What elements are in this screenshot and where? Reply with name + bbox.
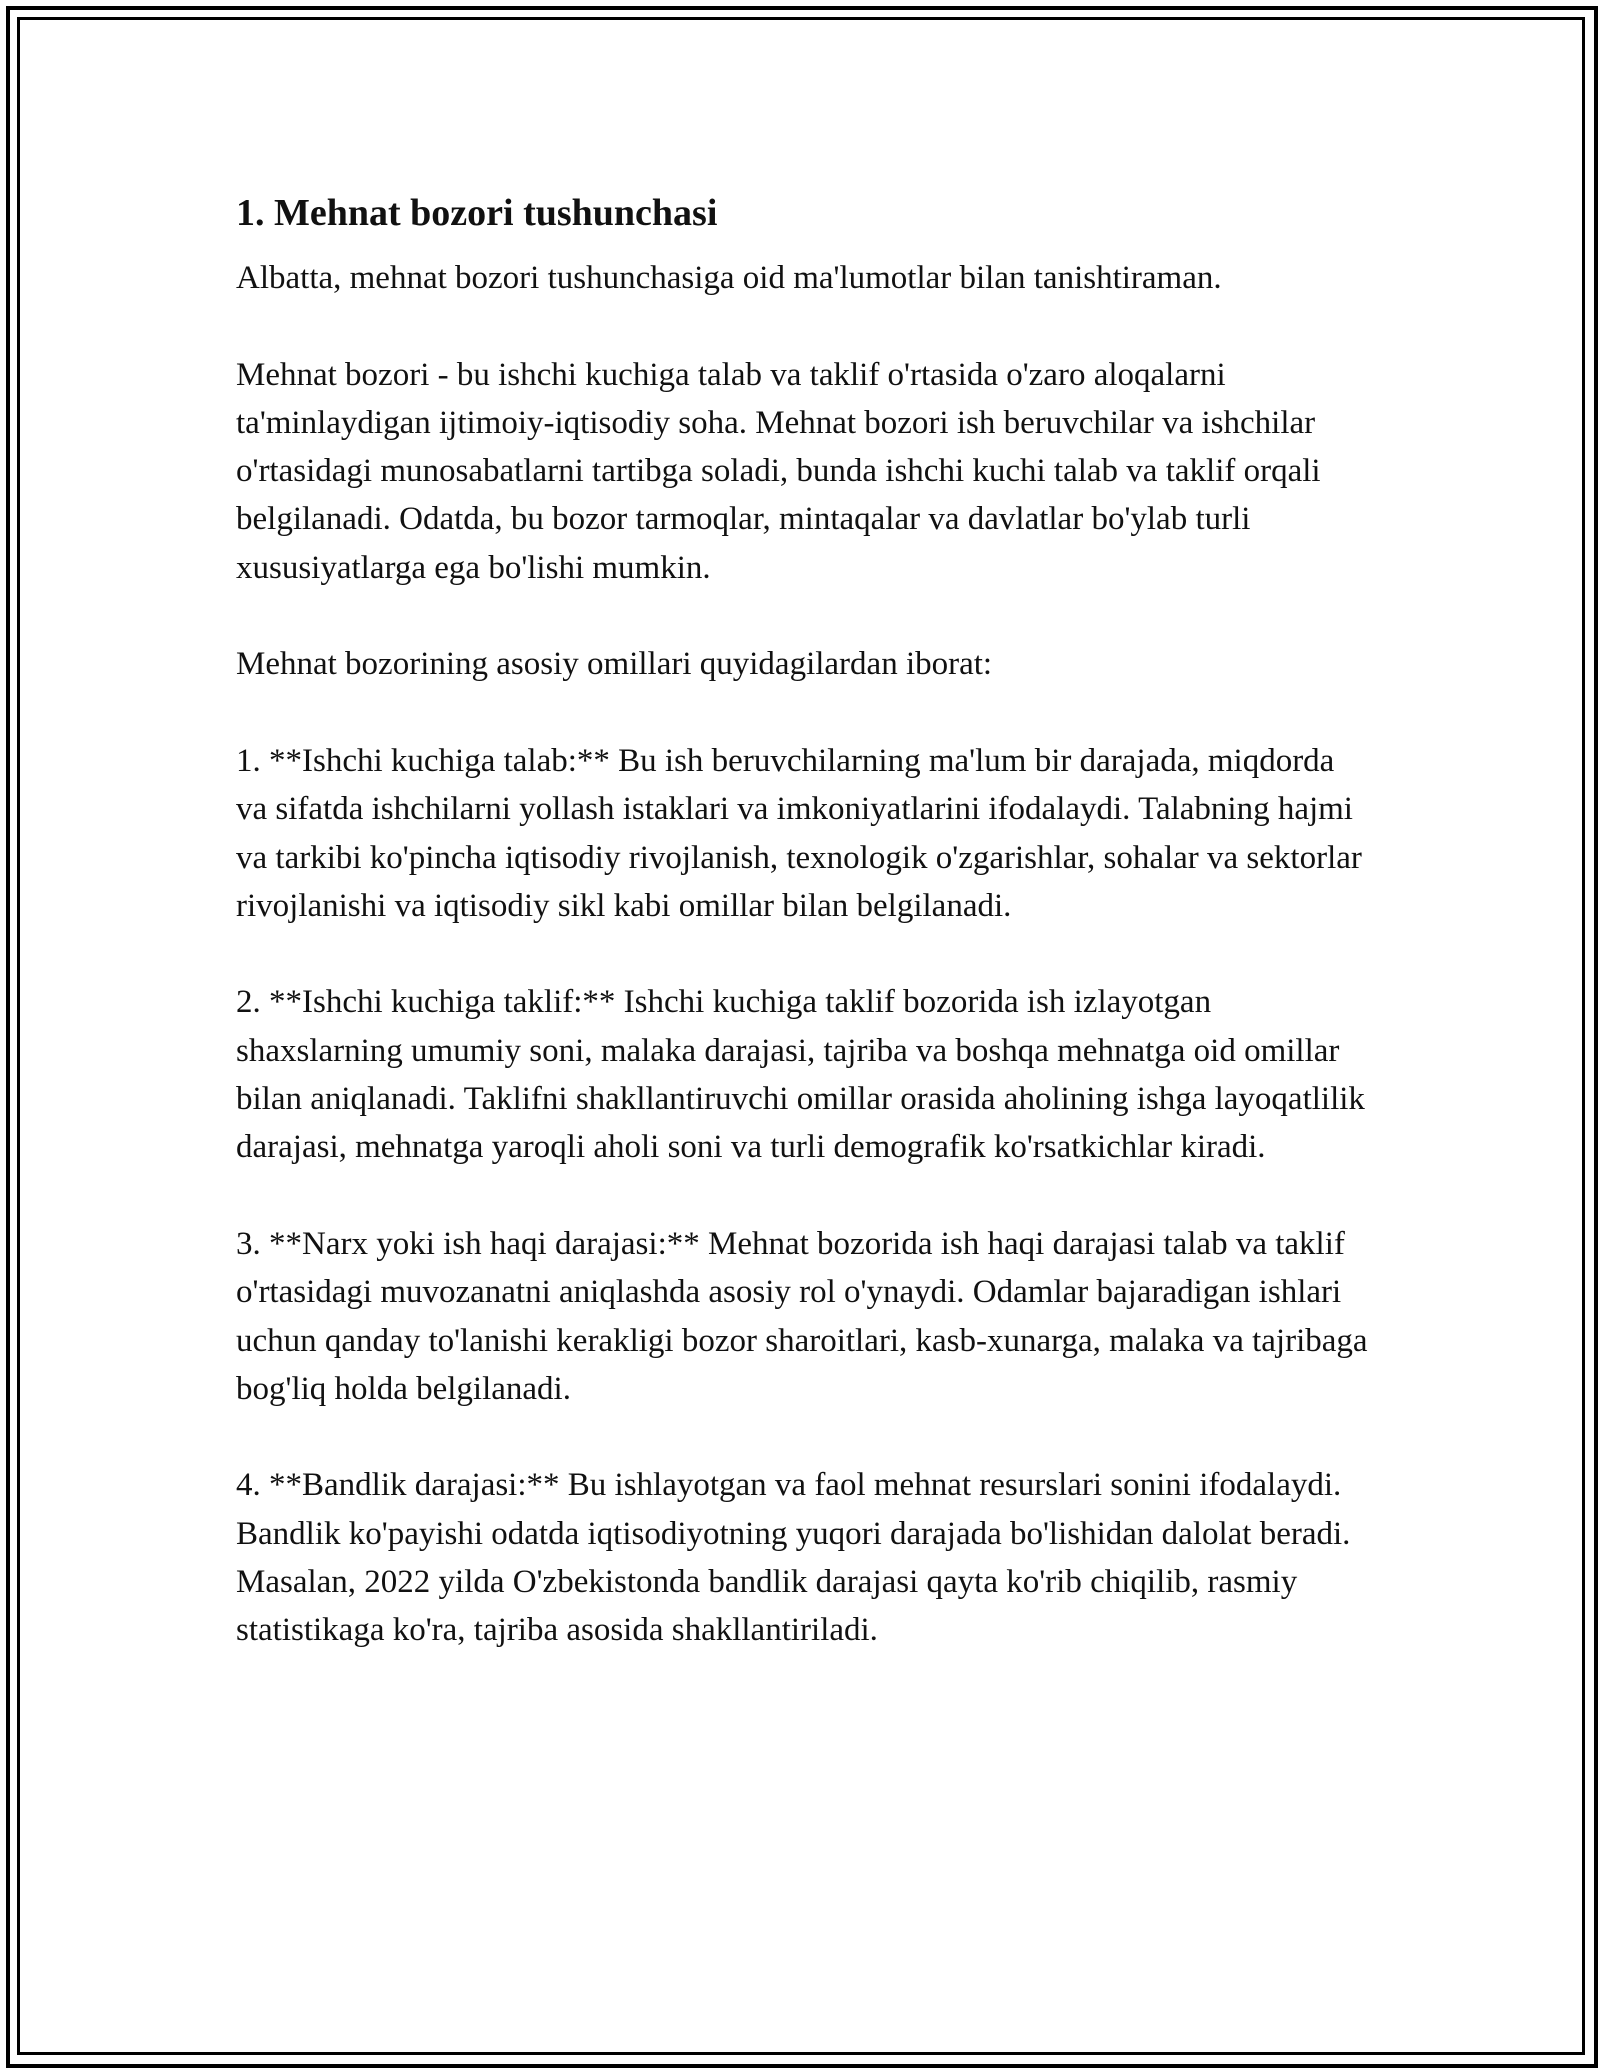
factors-intro-paragraph: Mehnat bozorining asosiy omillari quyidagilardan iborat: (236, 646, 993, 683)
list-item-wage-level: 3. **Narx yoki ish haqi darajasi:** Mehnat bozorida ish haqi darajasi talab va taklif o'rtasidagi muvozanatni aniqlashda asosiy rol o'ynaydi. Odamlar bajaradigan ishlari uchun qanday to'lanishi kerakligi bozor sharoitlari, kasb-xunarga, malaka va tajribaga bog'liq holda belgilanadi. (236, 1225, 1368, 1407)
document-title: 1. Mehnat bozori tushunchasi (236, 192, 718, 234)
intro-paragraph: Albatta, mehnat bozori tushunchasiga oid ma'lumotlar bilan tanishtiraman. (236, 260, 1222, 296)
definition-paragraph: Mehnat bozori - bu ishchi kuchiga talab va taklif o'rtasida o'zaro aloqalarni ta'minlaydigan ijtimoiy-iqtisodiy soha. Mehnat bozori ish beruvchilar va ishchilar o'rtasidagi munosabatlarni tartibga soladi, bunda ishchi kuchi talab va taklif orqali belgilanadi. Odatda, bu bozor tarmoqlar, mintaqalar va davlatlar bo'ylab turli xususiyatlarga ega bo'lishi mumkin. (236, 356, 1321, 586)
list-item-labor-demand: 1. **Ishchi kuchiga talab:** Bu ish beruvchilarning ma'lum bir darajada, miqdorda va sifatda ishchilarni yollash istaklari va imkoniyatlarini ifodalaydi. Talabning hajmi va tarkibi ko'pincha iqtisodiy rivojlanish, texnologik o'zgarishlar, sohalar va sektorlar rivojlanishi va iqtisodiy sikl kabi omillar bilan belgilanadi. (236, 742, 1362, 924)
list-item-employment-level: 4. **Bandlik darajasi:** Bu ishlayotgan va faol mehnat resurslari sonini ifodalaydi. Bandlik ko'payishi odatda iqtisodiyotning yuqori darajada bo'lishidan dalolat beradi. Masalan, 2022 yilda O'zbekistonda bandlik darajasi qayta ko'rib chiqilib, rasmiy statistikaga ko'ra, tajriba asosida shakllantiriladi. (236, 1467, 1351, 1649)
list-item-labor-supply: 2. **Ishchi kuchiga taklif:** Ishchi kuchiga taklif bozorida ish izlayotgan shaxslarning umumiy soni, malaka darajasi, tajriba va boshqa mehnatga oid omillar bilan aniqlanadi. Taklifni shakllantiruvchi omillar orasida aholining ishga layoqatlilik darajasi, mehnatga yaroqli aholi soni va turli demografik ko'rsatkichlar kiradi. (236, 984, 1365, 1166)
document-body (236, 186, 1368, 1655)
